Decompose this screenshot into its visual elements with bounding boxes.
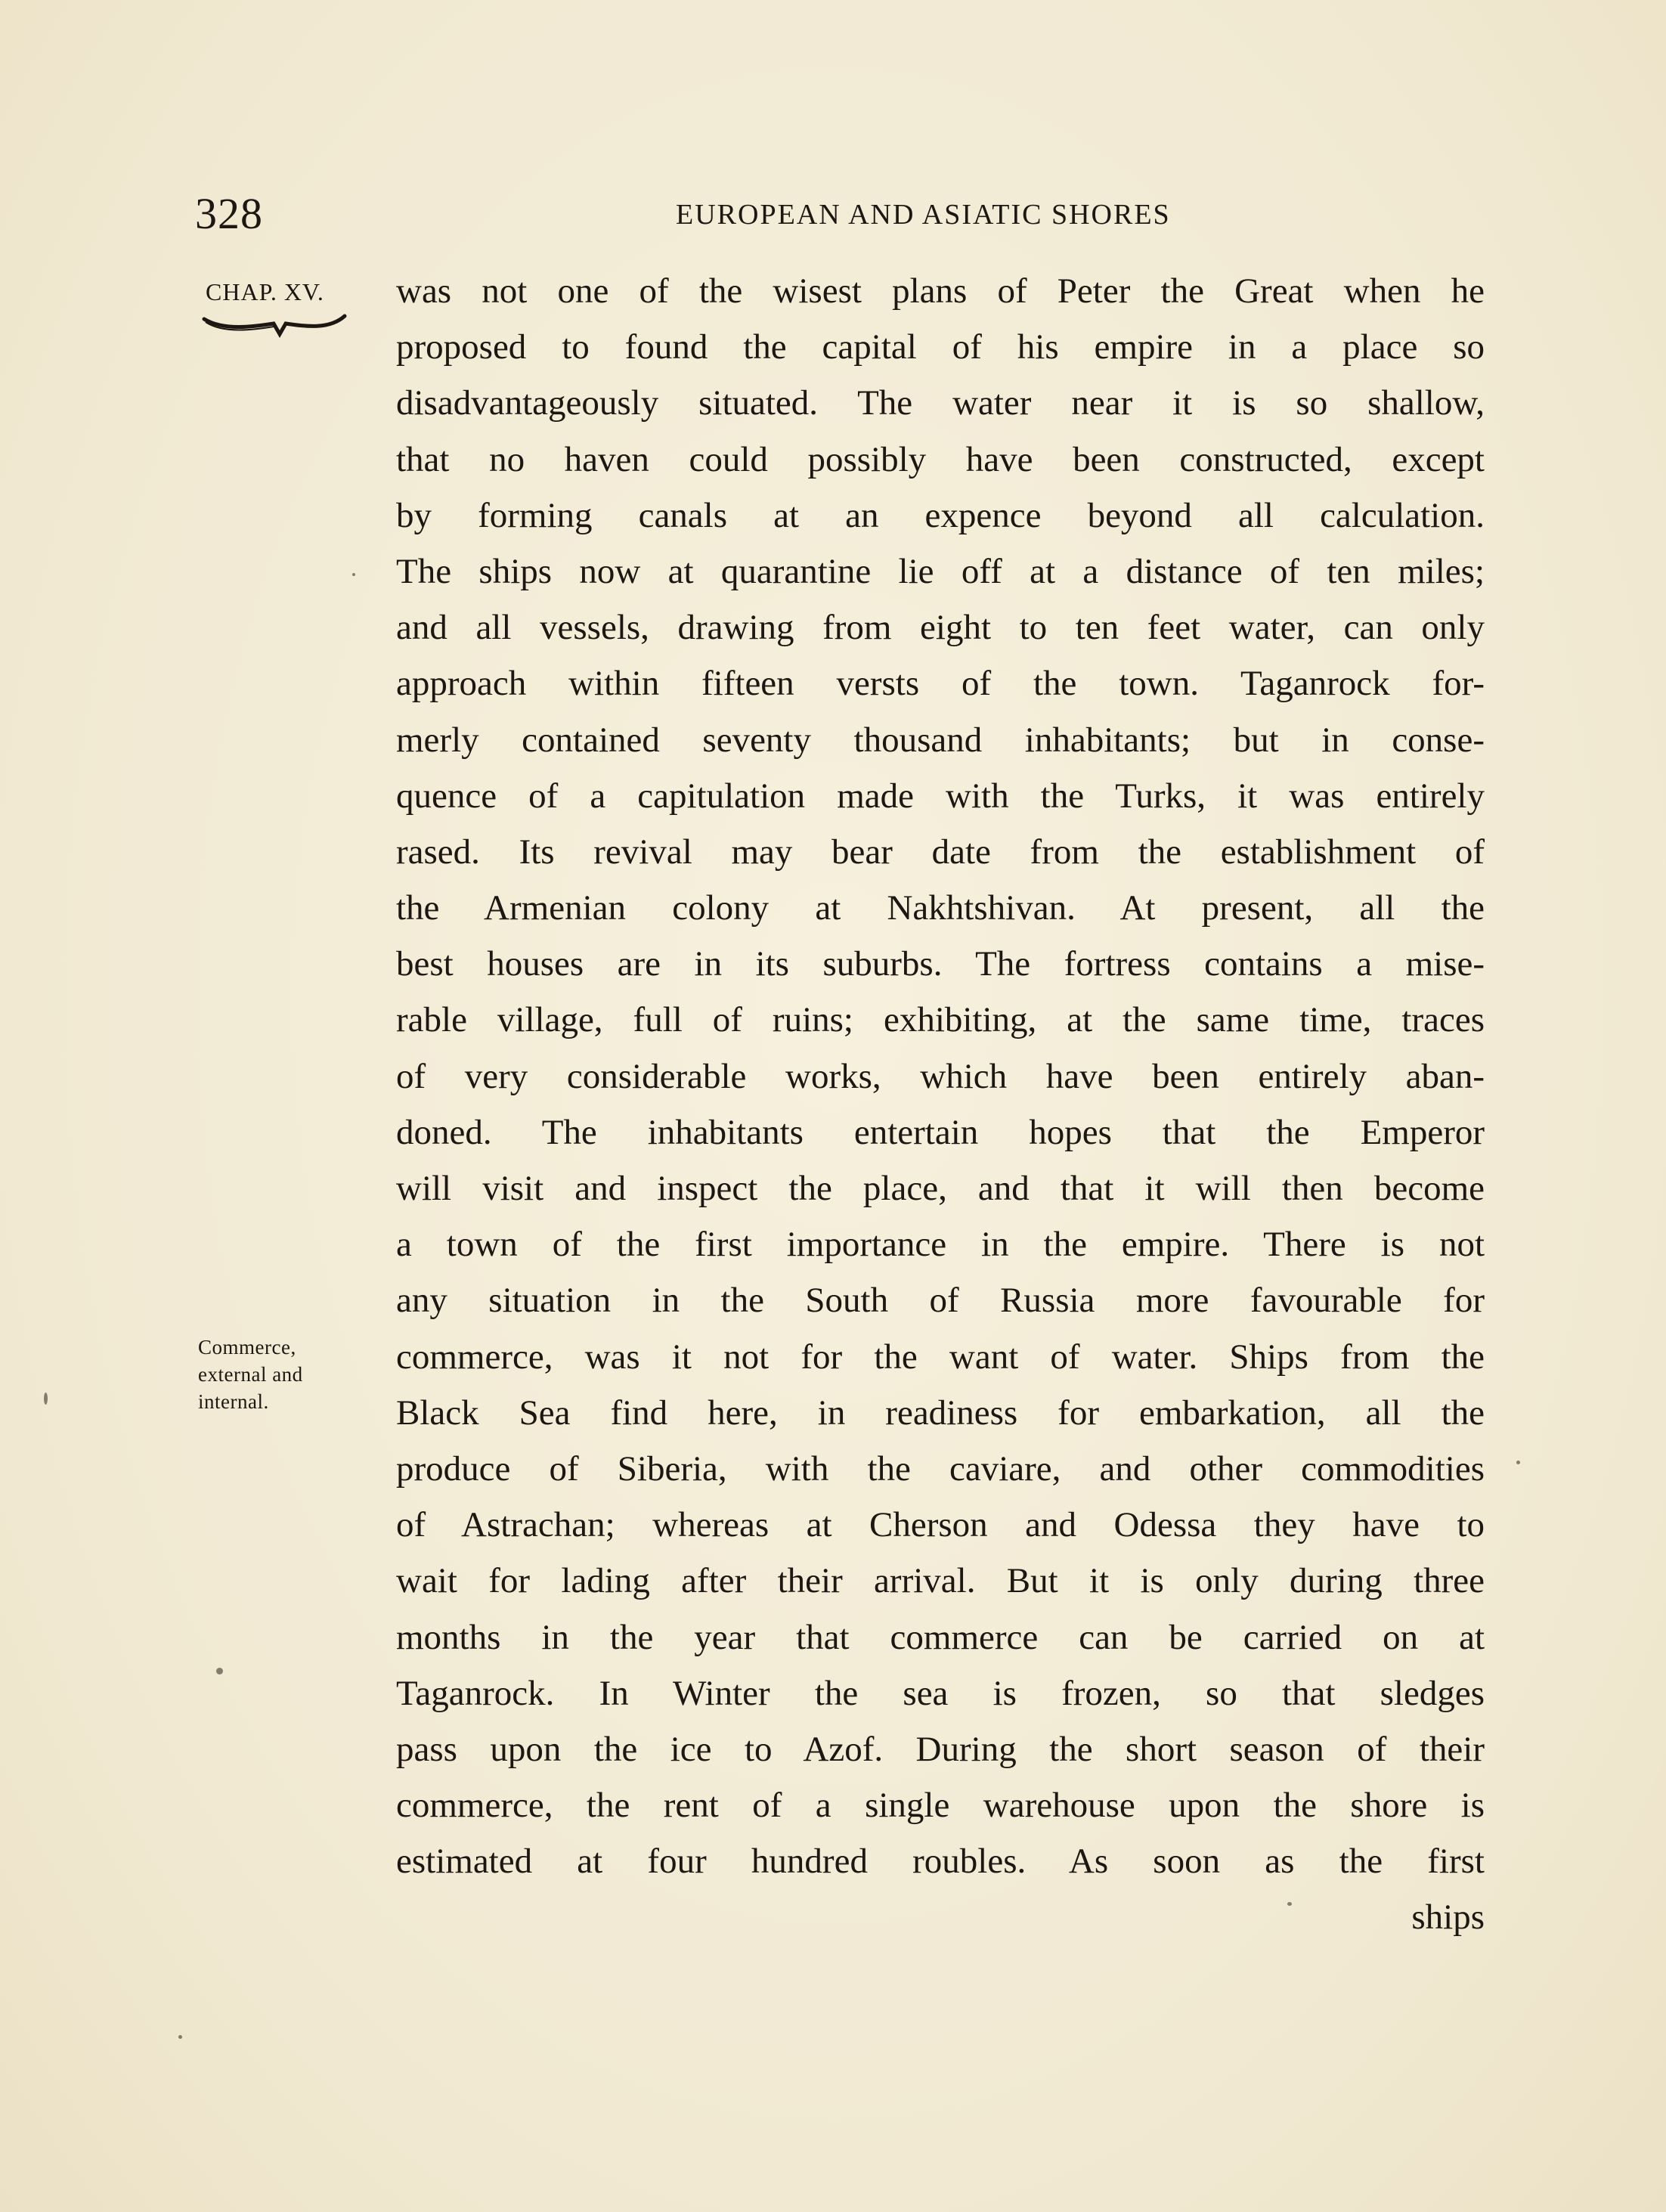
text-line: months in the year that commerce can be carried on at — [396, 1617, 1485, 1657]
text-line: of very considerable works, which have been entirely aban- — [396, 1056, 1485, 1096]
text-line: The ships now at quarantine lie off at a distance of ten miles; — [396, 551, 1485, 591]
text-line: was not one of the wisest plans of Peter the Great when he — [396, 271, 1485, 311]
text-line: rable village, full of ruins; exhibiting, at the same time, traces — [396, 1000, 1485, 1040]
text-line: commerce, was it not for the want of water. Ships from the — [396, 1337, 1485, 1377]
text-line: merly contained seventy thousand inhabitants; but in conse- — [396, 720, 1485, 760]
text-line: of Astrachan; whereas at Cherson and Odessa they have to — [396, 1505, 1485, 1545]
paper-speck — [352, 573, 355, 576]
text-line: quence of a capitulation made with the Turks, it was entirely — [396, 776, 1485, 816]
text-line: the Armenian colony at Nakhtshivan. At present, all the — [396, 888, 1485, 928]
text-line: disadvantageously situated. The water near it is so shallow, — [396, 383, 1485, 423]
text-line: a town of the first importance in the empire. There is not — [396, 1225, 1485, 1265]
body-text — [396, 263, 1485, 1946]
margin-note-line: external and — [198, 1363, 303, 1386]
catchword: ships — [1411, 1898, 1485, 1938]
paper-speck — [1287, 1902, 1292, 1906]
paper-speck — [178, 2035, 182, 2039]
chapter-label: CHAP. XV. — [206, 278, 324, 305]
margin-note — [198, 1334, 303, 1415]
text-line: pass upon the ice to Azof. During the short season of their — [396, 1729, 1485, 1769]
paper-speck — [216, 1668, 223, 1674]
paper-speck — [1516, 1461, 1520, 1464]
text-line: by forming canals at an expence beyond all calculation. — [396, 495, 1485, 535]
margin-note-line: internal. — [198, 1390, 269, 1413]
text-line: wait for lading after their arrival. But it is only during three — [396, 1561, 1485, 1601]
margin-note-line: Commerce, — [198, 1336, 296, 1358]
text-line: estimated at four hundred roubles. As soon as the first — [396, 1842, 1485, 1882]
running-head: EUROPEAN AND ASIATIC SHORES — [676, 199, 1171, 231]
text-line: Taganrock. In Winter the sea is frozen, so that sledges — [396, 1673, 1485, 1713]
text-line: will visit and inspect the place, and that it will then become — [396, 1169, 1485, 1208]
text-line: doned. The inhabitants entertain hopes that the Emperor — [396, 1112, 1485, 1152]
text-line: any situation in the South of Russia more favourable for — [396, 1281, 1485, 1321]
text-line: Black Sea find here, in readiness for embarkation, all the — [396, 1393, 1485, 1433]
text-line: commerce, the rent of a single warehouse upon the shore is — [396, 1786, 1485, 1826]
paper-speck — [44, 1393, 48, 1405]
page-number: 328 — [195, 189, 263, 238]
text-line: best houses are in its suburbs. The fortress contains a mise- — [396, 944, 1485, 984]
text-line: and all vessels, drawing from eight to ten feet water, can only — [396, 608, 1485, 648]
text-line: produce of Siberia, with the caviare, and other commodities — [396, 1448, 1485, 1489]
text-line: rased. Its revival may bear date from the establishment of — [396, 832, 1485, 872]
text-line: that no haven could possibly have been constructed, except — [396, 439, 1485, 479]
text-line: approach within fifteen versts of the town. Taganrock for- — [396, 664, 1485, 704]
chapter-ornament-icon — [201, 311, 349, 339]
text-line: proposed to found the capital of his empire in a place so — [396, 327, 1485, 367]
